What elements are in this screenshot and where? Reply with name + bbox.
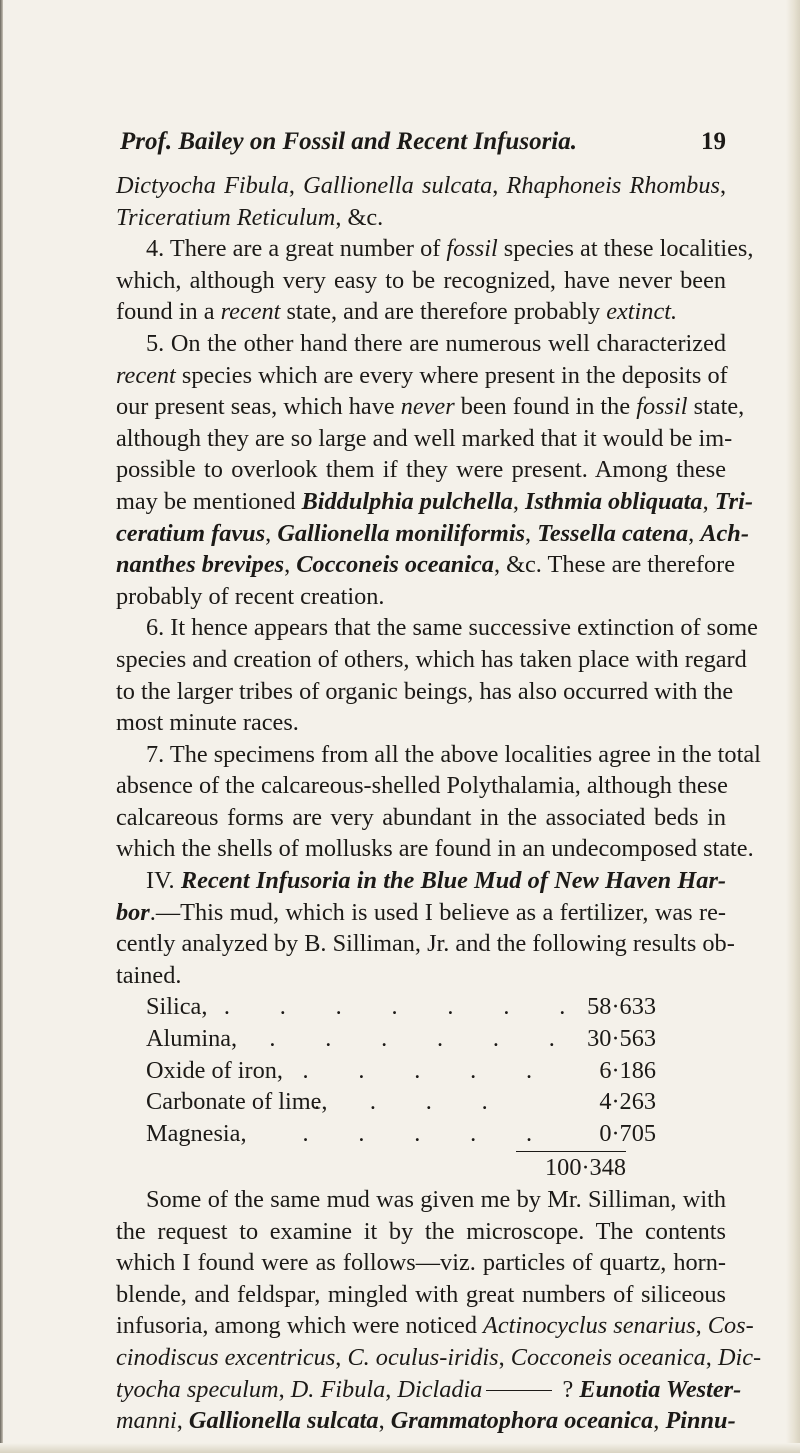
text-line bbox=[116, 707, 726, 739]
text-span: 4. There are a great number of bbox=[146, 235, 447, 263]
text-span: , bbox=[702, 487, 715, 515]
text-line bbox=[116, 391, 745, 423]
analysis-leader-dots: . . . . . . . bbox=[223, 993, 588, 1021]
species-name: Eunotia Wester- bbox=[579, 1375, 742, 1403]
text-span: which, although very easy to be recognized, have never been bbox=[116, 266, 726, 294]
species-name: Dictyocha Fibula bbox=[116, 172, 289, 199]
section-number: IV. bbox=[146, 867, 181, 895]
species-name: Tessella catena bbox=[537, 519, 689, 547]
analysis-total: 100·348 bbox=[545, 1154, 626, 1182]
text-line bbox=[116, 296, 726, 328]
analysis-label: Oxide of iron, bbox=[146, 1056, 283, 1084]
species-name: Triceratium Reticulum bbox=[116, 203, 336, 231]
emphasis: extinct. bbox=[606, 298, 678, 326]
text-span: may be mentioned bbox=[116, 487, 302, 515]
text-span: cently analyzed by B. Silliman, Jr. and the following results ob- bbox=[116, 930, 735, 958]
book-page bbox=[116, 126, 762, 1437]
text-span: , &c. bbox=[335, 203, 384, 231]
text-line bbox=[116, 581, 726, 613]
text-line bbox=[116, 644, 747, 676]
paragraph-9 bbox=[116, 1184, 726, 1216]
text-span: , bbox=[335, 1343, 348, 1371]
text-span: infusoria, among which were noticed bbox=[116, 1312, 484, 1340]
analysis-row bbox=[146, 1086, 656, 1118]
text-span: which the shells of mollusks are found in an undecomposed state. bbox=[116, 835, 754, 863]
text-line bbox=[116, 802, 726, 834]
page-edge-right bbox=[786, 0, 800, 1453]
paragraph-5 bbox=[116, 328, 726, 360]
text-span: , bbox=[265, 519, 278, 547]
text-span: 5. On the other hand there are numerous well characterized bbox=[146, 329, 726, 357]
species-name: ceratium favus bbox=[116, 519, 266, 547]
text-line bbox=[116, 1310, 754, 1342]
section-title: bor bbox=[116, 898, 150, 926]
analysis-value: 30·563 bbox=[587, 1025, 656, 1053]
species-name: Ach- bbox=[700, 519, 749, 547]
analysis-leader-dots: . . . . . bbox=[302, 1119, 554, 1147]
text-line bbox=[116, 202, 726, 234]
text-span: , bbox=[695, 1312, 708, 1340]
dash-rule bbox=[486, 1390, 552, 1391]
analysis-value: 0·705 bbox=[599, 1119, 656, 1147]
emphasis: fossil bbox=[636, 393, 688, 421]
text-line bbox=[116, 518, 749, 550]
text-line bbox=[116, 960, 726, 992]
species-name: Cocconeis oceanica bbox=[296, 551, 494, 579]
text-span: , bbox=[278, 1375, 291, 1403]
species-name: Rhaphoneis Rhombus bbox=[506, 172, 720, 199]
text-span: to the larger tribes of organic beings, has also occurred with the bbox=[116, 677, 734, 705]
text-span: , bbox=[512, 487, 526, 515]
analysis-leader-dots: . . . . . bbox=[302, 1056, 554, 1084]
analysis-row bbox=[146, 1023, 656, 1055]
text-span: the request to examine it by the microscope. The contents bbox=[116, 1217, 726, 1245]
text-span: .—This mud, which is used I believe as a fertilizer, was re- bbox=[149, 898, 726, 926]
analysis-row bbox=[146, 1055, 656, 1087]
text-span: ? bbox=[556, 1375, 580, 1403]
species-name: Gallionella sulcata bbox=[188, 1407, 379, 1435]
text-span: although they are so large and well marked that it would be im- bbox=[116, 424, 733, 452]
species-name: manni bbox=[116, 1407, 177, 1435]
text-span: species at these localities, bbox=[497, 235, 754, 263]
text-line bbox=[116, 1374, 742, 1406]
species-name: cinodiscus excentricus bbox=[116, 1343, 336, 1371]
analysis-row bbox=[146, 1118, 656, 1150]
paragraph-4 bbox=[116, 233, 754, 265]
text-line bbox=[116, 1342, 762, 1374]
text-span: , bbox=[176, 1407, 189, 1435]
text-span: tained. bbox=[116, 961, 182, 989]
species-name: Cocconeis oceanica bbox=[510, 1343, 706, 1371]
page-edge-left bbox=[0, 0, 3, 1453]
text-span: most minute races. bbox=[116, 709, 299, 737]
text-line bbox=[116, 833, 754, 865]
species-name: Pinnu- bbox=[665, 1407, 736, 1435]
emphasis: never bbox=[400, 393, 455, 421]
species-name: Grammatophora oceanica bbox=[390, 1407, 654, 1435]
text-line bbox=[116, 1279, 726, 1311]
emphasis: recent bbox=[220, 298, 281, 326]
species-name: Isthmia obliquata bbox=[525, 487, 703, 515]
text-span: 6. It hence appears that the same successive extinction of some bbox=[146, 614, 758, 642]
text-line bbox=[116, 360, 726, 392]
text-span: calcareous forms are very abundant in the associated beds in bbox=[116, 803, 726, 831]
text-line bbox=[116, 676, 734, 708]
text-span: 7. The specimens from all the above localities agree in the total bbox=[146, 740, 761, 768]
species-name: Gallionella moniliformis bbox=[277, 519, 526, 547]
text-line bbox=[116, 549, 735, 581]
paragraph-6 bbox=[116, 612, 758, 644]
species-name: tyocha speculum bbox=[116, 1375, 279, 1403]
text-span: Some of the same mud was given me by Mr. Silliman, with bbox=[146, 1186, 726, 1213]
page-edge-bottom bbox=[0, 1443, 800, 1453]
analysis-row bbox=[146, 991, 656, 1023]
species-name: Dicladia bbox=[397, 1375, 483, 1403]
text-span: , bbox=[385, 1375, 398, 1403]
text-span: which I found were as follows—viz. particles of quartz, horn- bbox=[116, 1249, 726, 1277]
text-span: , bbox=[498, 1343, 511, 1371]
species-name: Gallionella sulcata bbox=[303, 172, 493, 199]
paragraph-7 bbox=[116, 739, 761, 771]
text-span: species and creation of others, which has taken place with regard bbox=[116, 645, 747, 673]
text-line bbox=[116, 770, 726, 802]
text-span: been found in the bbox=[454, 393, 637, 421]
text-line bbox=[116, 1405, 736, 1437]
analysis-label: Carbonate of lime, bbox=[146, 1088, 328, 1116]
analysis-value: 6·186 bbox=[599, 1056, 656, 1084]
section-heading bbox=[116, 865, 726, 897]
text-span: species which are every where present in the deposits of bbox=[175, 361, 728, 389]
species-name: nanthes brevipes bbox=[116, 551, 285, 579]
page-number: 19 bbox=[701, 128, 726, 155]
text-span: probably of recent creation. bbox=[116, 582, 385, 610]
species-name: D. Fibula bbox=[290, 1375, 386, 1403]
analysis-leader-dots: . . . . . . bbox=[269, 1025, 577, 1053]
text-span: , bbox=[378, 1407, 391, 1435]
analysis-value: 58·633 bbox=[587, 993, 656, 1021]
text-line bbox=[116, 423, 733, 455]
species-name: Biddulphia pulchella bbox=[301, 487, 513, 515]
running-title: Prof. Bailey on Fossil and Recent Infusoria. bbox=[120, 128, 577, 155]
text-span: , &c. These are therefore bbox=[493, 551, 735, 579]
text-span: , bbox=[525, 519, 538, 547]
running-header bbox=[116, 126, 726, 166]
text-span: found in a bbox=[116, 298, 221, 326]
text-line bbox=[116, 928, 735, 960]
species-name: C. oculus-iridis bbox=[347, 1343, 499, 1371]
analysis-label: Silica, bbox=[146, 993, 208, 1021]
species-name: Tri- bbox=[714, 487, 753, 515]
emphasis: recent bbox=[116, 361, 176, 389]
analysis-label: Alumina, bbox=[146, 1025, 238, 1053]
text-line bbox=[116, 454, 726, 486]
text-span: , bbox=[284, 551, 297, 579]
species-name: Dic- bbox=[717, 1343, 762, 1371]
text-line: Dictyocha Fibula, Gallionella sulcata, Rhaphoneis Rhombus, bbox=[116, 172, 727, 199]
text-line bbox=[116, 265, 726, 297]
text-span: our present seas, which have bbox=[116, 393, 401, 421]
text-line bbox=[116, 486, 753, 518]
analysis-label: Magnesia, bbox=[146, 1119, 247, 1147]
analysis-table bbox=[146, 991, 656, 1149]
text-span: , bbox=[705, 1343, 718, 1371]
analysis-value: 4·263 bbox=[599, 1088, 656, 1116]
text-span: , bbox=[688, 519, 701, 547]
text-span: possible to overlook them if they were present. Among these bbox=[116, 456, 726, 484]
text-line bbox=[116, 1216, 726, 1248]
text-span: state, and are therefore probably bbox=[280, 298, 607, 326]
species-name: Cos- bbox=[707, 1312, 754, 1340]
species-name: Actinocyclus senarius bbox=[483, 1312, 696, 1340]
text-span: state, bbox=[687, 393, 745, 421]
text-line bbox=[116, 1247, 726, 1279]
text-span: blende, and feldspar, mingled with great numbers of siliceous bbox=[116, 1280, 726, 1308]
section-title: Recent Infusoria in the Blue Mud of New Haven Har- bbox=[180, 867, 726, 895]
emphasis: fossil bbox=[446, 235, 498, 263]
text-line bbox=[116, 897, 726, 929]
text-span: , bbox=[653, 1407, 666, 1435]
text-span: absence of the calcareous-shelled Polythalamia, although these bbox=[116, 772, 728, 800]
analysis-leader-dots: . . . . bbox=[314, 1088, 510, 1116]
